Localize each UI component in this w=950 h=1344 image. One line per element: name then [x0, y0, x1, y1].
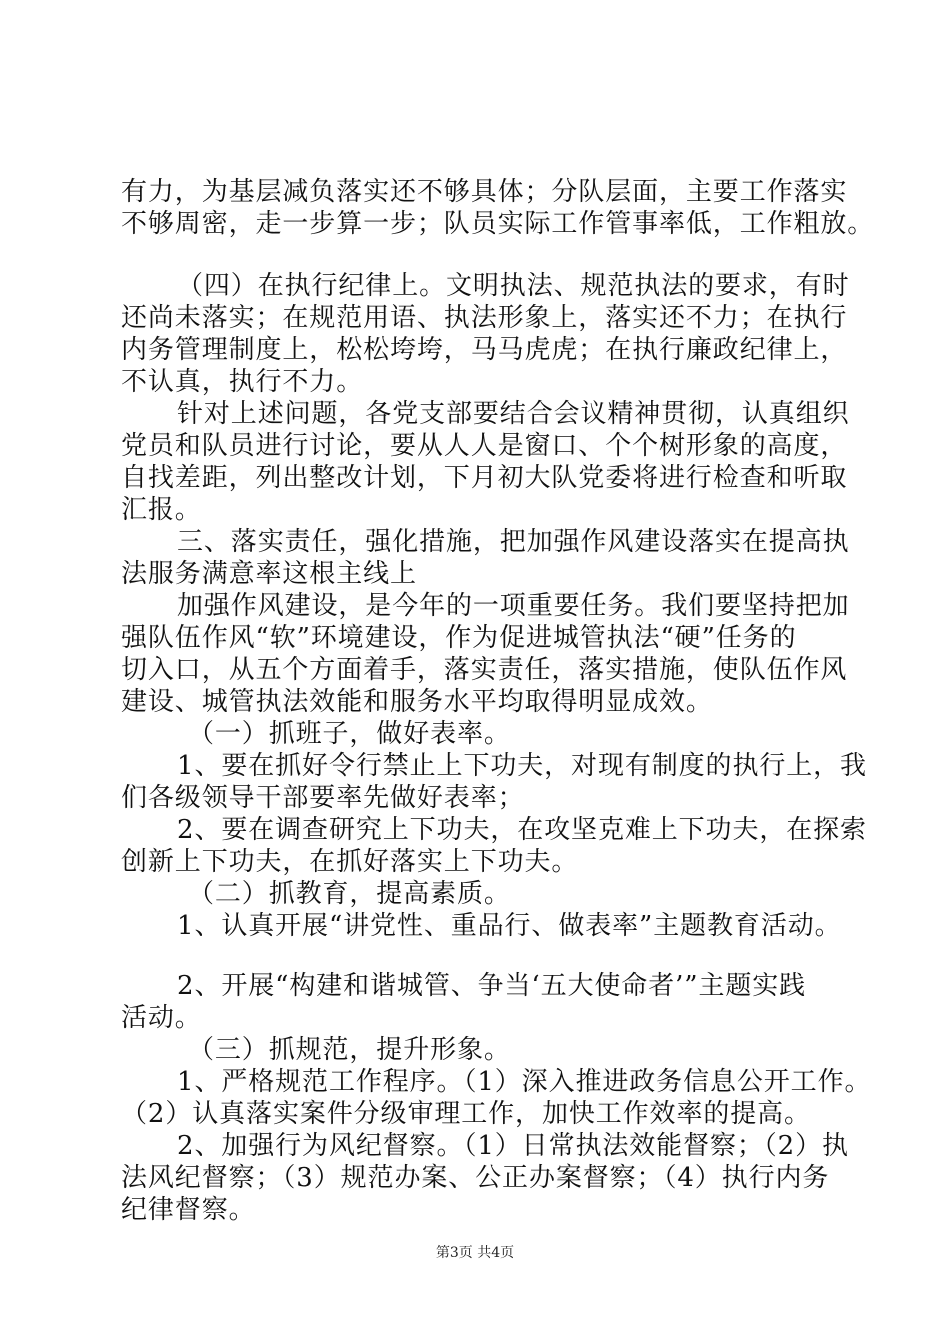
subsection-heading: （二）抓教育，提高素质。 — [188, 879, 511, 909]
text-line: 创新上下功夫，在抓好落实上下功夫。 — [121, 847, 579, 877]
text-line: 针对上述问题，各党支部要结合会议精神贯彻，认真组织 — [177, 399, 850, 429]
page-number: 第3页 共4页 — [435, 1245, 515, 1261]
text-line: 1、要在抓好令行禁止上下功夫，对现有制度的执行上，我 — [177, 751, 867, 781]
text-line: 不够周密，走一步算一步；队员实际工作管事率低，工作粗放。 — [121, 209, 875, 239]
text-line: 党员和队员进行讨论，要从人人是窗口、个个树形象的高度， — [121, 431, 848, 461]
text-line: 建设、城管执法效能和服务水平均取得明显成效。 — [121, 687, 713, 717]
text-line: 切入口，从五个方面着手，落实责任，落实措施，使队伍作风 — [121, 655, 848, 685]
text-line: 2、开展“构建和谐城管、争当‘五大使命者’”主题实践 — [177, 971, 807, 1001]
text-line: 们各级领导干部要率先做好表率； — [121, 783, 525, 813]
text-line: 还尚未落实；在规范用语、执法形象上，落实还不力；在执行 — [121, 303, 848, 333]
text-line: 有力，为基层减负落实还不够具体；分队层面，主要工作落实 — [121, 177, 848, 207]
text-line: 加强作风建设，是今年的一项重要任务。我们要坚持把加 — [177, 591, 850, 621]
text-line: 活动。 — [121, 1003, 202, 1033]
text-line: 2、要在调查研究上下功夫，在攻坚克难上下功夫，在探索 — [177, 815, 867, 845]
page-footer — [0, 1244, 950, 1262]
text-line: 1、严格规范工作程序。（1）深入推进政务信息公开工作。 — [177, 1067, 872, 1097]
text-line: 1、认真开展“讲党性、重品行、做表率”主题教育活动。 — [177, 911, 842, 941]
text-line: 内务管理制度上，松松垮垮，马马虎虎；在执行廉政纪律上， — [121, 335, 848, 365]
text-line: （四）在执行纪律上。文明执法、规范执法的要求，有时 — [177, 271, 850, 301]
text-line: （2）认真落实案件分级审理工作，加快工作效率的提高。 — [121, 1099, 811, 1129]
section-heading: 法服务满意率这根主线上 — [121, 559, 417, 589]
text-line: 汇报。 — [121, 495, 202, 525]
text-line: 自找差距，列出整改计划，下月初大队党委将进行检查和听取 — [121, 463, 848, 493]
subsection-heading: （三）抓规范，提升形象。 — [188, 1035, 511, 1065]
section-heading: 三、落实责任，强化措施，把加强作风建设落实在提高执 — [177, 527, 850, 557]
subsection-heading: （一）抓班子，做好表率。 — [188, 719, 511, 749]
text-line: 纪律督察。 — [121, 1195, 256, 1225]
text-line: 法风纪督察；（3）规范办案、公正办案督察；（4）执行内务 — [121, 1163, 830, 1193]
text-line: 2、加强行为风纪督察。（1）日常执法效能督察；（2）执 — [177, 1131, 849, 1161]
text-line: 不认真，执行不力。 — [121, 367, 364, 397]
text-line: 强队伍作风“软”环境建设，作为促进城管执法“硬”任务的 — [121, 623, 797, 653]
